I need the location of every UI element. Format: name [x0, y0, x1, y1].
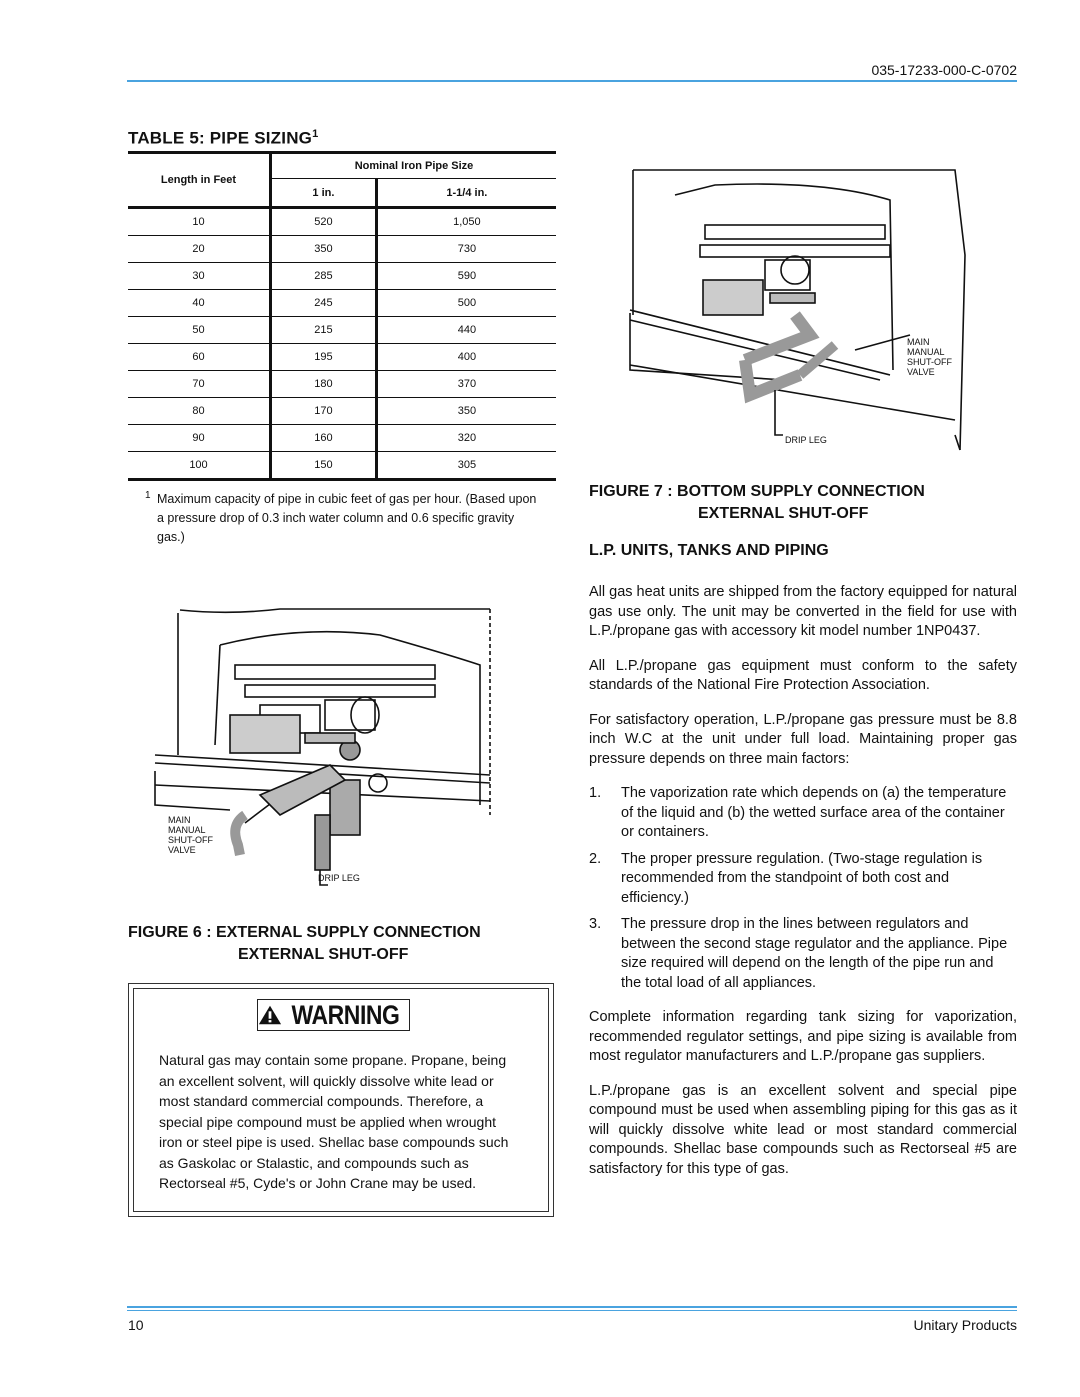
cell-length: 60 — [128, 344, 271, 371]
lp-paragraph-1: All gas heat units are shipped from the factory equipped for natural gas use only. The unit may be converted in the field for use with L.P./propane gas with accessory kit model number 1NP0437. — [589, 584, 1018, 639]
list-item: 3. The pressure drop in the lines between regulators and between the second stage regulator and the appliance. Pipe size required will depend on the length of the pipe run and the total load of all appliances. — [589, 916, 1008, 991]
footer-rule — [127, 1306, 1017, 1308]
table-row — [128, 344, 556, 371]
figure6-caption: FIGURE 6 : EXTERNAL SUPPLY CONNECTION EXTERNAL SHUT-OFF — [128, 924, 481, 963]
table-row — [128, 317, 556, 344]
figure6-illustration — [150, 605, 535, 900]
cell-1in: 285 — [271, 263, 377, 290]
lp-paragraph-2: All L.P./propane gas equipment must conform to the safety standards of the National Fire Protection Association. — [589, 657, 1017, 693]
header-rule — [127, 80, 1017, 82]
cell-length: 80 — [128, 398, 271, 425]
figure7-caption: FIGURE 7 : BOTTOM SUPPLY CONNECTION EXTERNAL SHUT-OFF — [589, 483, 925, 522]
cell-1in: 180 — [271, 371, 377, 398]
cell-1in: 245 — [271, 290, 377, 317]
cell-length: 50 — [128, 317, 271, 344]
cell-1-1-4in: 400 — [376, 344, 556, 371]
col-header-1in: 1 in. — [271, 179, 377, 208]
lp-paragraph-5: L.P./propane gas is an excellent solvent and special pipe compound must be used when assembling piping for this gas as it will quickly dissolve white lead or most standard commercial compounds. Shellac base compounds such as Rectorseal #5 are satisfactory for this type of gas. — [589, 1082, 1017, 1177]
cell-1in: 150 — [271, 452, 377, 480]
list-item: 2. The proper pressure regulation. (Two-stage regulation is recommended from the standpoint of both cost and efficiency.) — [589, 850, 983, 906]
cell-length: 20 — [128, 236, 271, 263]
cell-1-1-4in: 1,050 — [376, 208, 556, 236]
fig7-label-shutoff: SHUT-OFF — [907, 357, 952, 367]
col-header-1-1-4in: 1-1/4 in. — [376, 179, 556, 208]
cell-1-1-4in: 370 — [376, 371, 556, 398]
warning-text: Natural gas may contain some propane. Propane, being an excellent solvent, will quickly dissolve white lead or most standard commercial compounds. Therefore, a special pipe compound must be applied when wrought iron or steel pipe is used. Shellac base compounds such as Gaskolac or Stalastic, and compounds such as Rectorseal #5, Cyde's or John Crane may be used. — [159, 1052, 509, 1191]
fig6-label-shutoff: SHUT-OFF — [168, 835, 213, 845]
warning-label: WARNING — [257, 999, 410, 1031]
col-header-length: Length in Feet — [128, 153, 271, 208]
fig7-label-drip-leg: DRIP LEG — [785, 435, 827, 445]
lp-factors-list — [589, 784, 1017, 993]
table-row — [128, 263, 556, 290]
figure7-illustration — [625, 165, 985, 455]
warning-triangle-icon — [258, 1004, 282, 1026]
cell-1-1-4in: 320 — [376, 425, 556, 452]
cell-1-1-4in: 500 — [376, 290, 556, 317]
lp-section-heading: L.P. UNITS, TANKS AND PIPING — [589, 542, 829, 559]
cell-1in: 170 — [271, 398, 377, 425]
lp-section-body — [589, 583, 1017, 1194]
cell-1-1-4in: 440 — [376, 317, 556, 344]
table-title: TABLE 5: PIPE SIZING$^1$ — [128, 128, 319, 148]
cell-1in: 350 — [271, 236, 377, 263]
warning-box — [128, 983, 554, 1217]
table-row — [128, 236, 556, 263]
table-row — [128, 452, 556, 480]
list-item: 1. The vaporization rate which depends on (a) the temperature of the liquid and (b) the wetted surface area of the container or containers. — [589, 785, 1007, 840]
cell-length: 90 — [128, 425, 271, 452]
cell-length: 30 — [128, 263, 271, 290]
fig6-label-valve: VALVE — [168, 845, 196, 855]
cell-1in: 520 — [271, 208, 377, 236]
fig6-label-drip-leg: DRIP LEG — [318, 873, 360, 883]
fig6-label-main: MAIN — [168, 815, 191, 825]
cell-length: 100 — [128, 452, 271, 480]
page-number: 10 — [128, 1317, 144, 1333]
fig7-label-valve: VALVE — [907, 367, 935, 377]
cell-1in: 215 — [271, 317, 377, 344]
cell-length: 70 — [128, 371, 271, 398]
cell-1in: 195 — [271, 344, 377, 371]
cell-1-1-4in: 590 — [376, 263, 556, 290]
cell-1-1-4in: 305 — [376, 452, 556, 480]
cell-1-1-4in: 730 — [376, 236, 556, 263]
table-row — [128, 208, 556, 236]
table-header-row — [128, 153, 556, 179]
fig6-label-manual: MANUAL — [168, 825, 206, 835]
cell-length: 10 — [128, 208, 271, 236]
cell-1in: 160 — [271, 425, 377, 452]
table-row — [128, 290, 556, 317]
table-row — [128, 398, 556, 425]
table-footnote: 1 Maximum capacity of pipe in cubic feet of gas per hour. (Based upon a pressure drop of 0.3 inch water column and 0.6 specific gravity gas.) — [145, 490, 537, 544]
footer-rule-thin — [127, 1310, 1017, 1311]
pipe-sizing-table — [128, 151, 556, 481]
fig7-label-manual: MANUAL — [907, 347, 945, 357]
cell-length: 40 — [128, 290, 271, 317]
table-row — [128, 371, 556, 398]
lp-paragraph-3: For satisfactory operation, L.P./propane gas pressure must be 8.8 inch W.C at the unit under full load. Maintaining proper gas pressure depends on three main factors: — [589, 711, 1017, 767]
footer-brand: Unitary Products — [913, 1317, 1017, 1333]
lp-paragraph-4: Complete information regarding tank sizing for vaporization, recommended regulator settings, and pipe sizing is available from most regulator manufacturers and L.P./propane gas suppliers. — [589, 1009, 1017, 1064]
col-header-nominal-size: Nominal Iron Pipe Size — [271, 153, 557, 179]
table-row — [128, 425, 556, 452]
document-number: 035-17233-000-C-0702 — [871, 62, 1017, 78]
fig7-label-main: MAIN — [907, 337, 930, 347]
cell-1-1-4in: 350 — [376, 398, 556, 425]
